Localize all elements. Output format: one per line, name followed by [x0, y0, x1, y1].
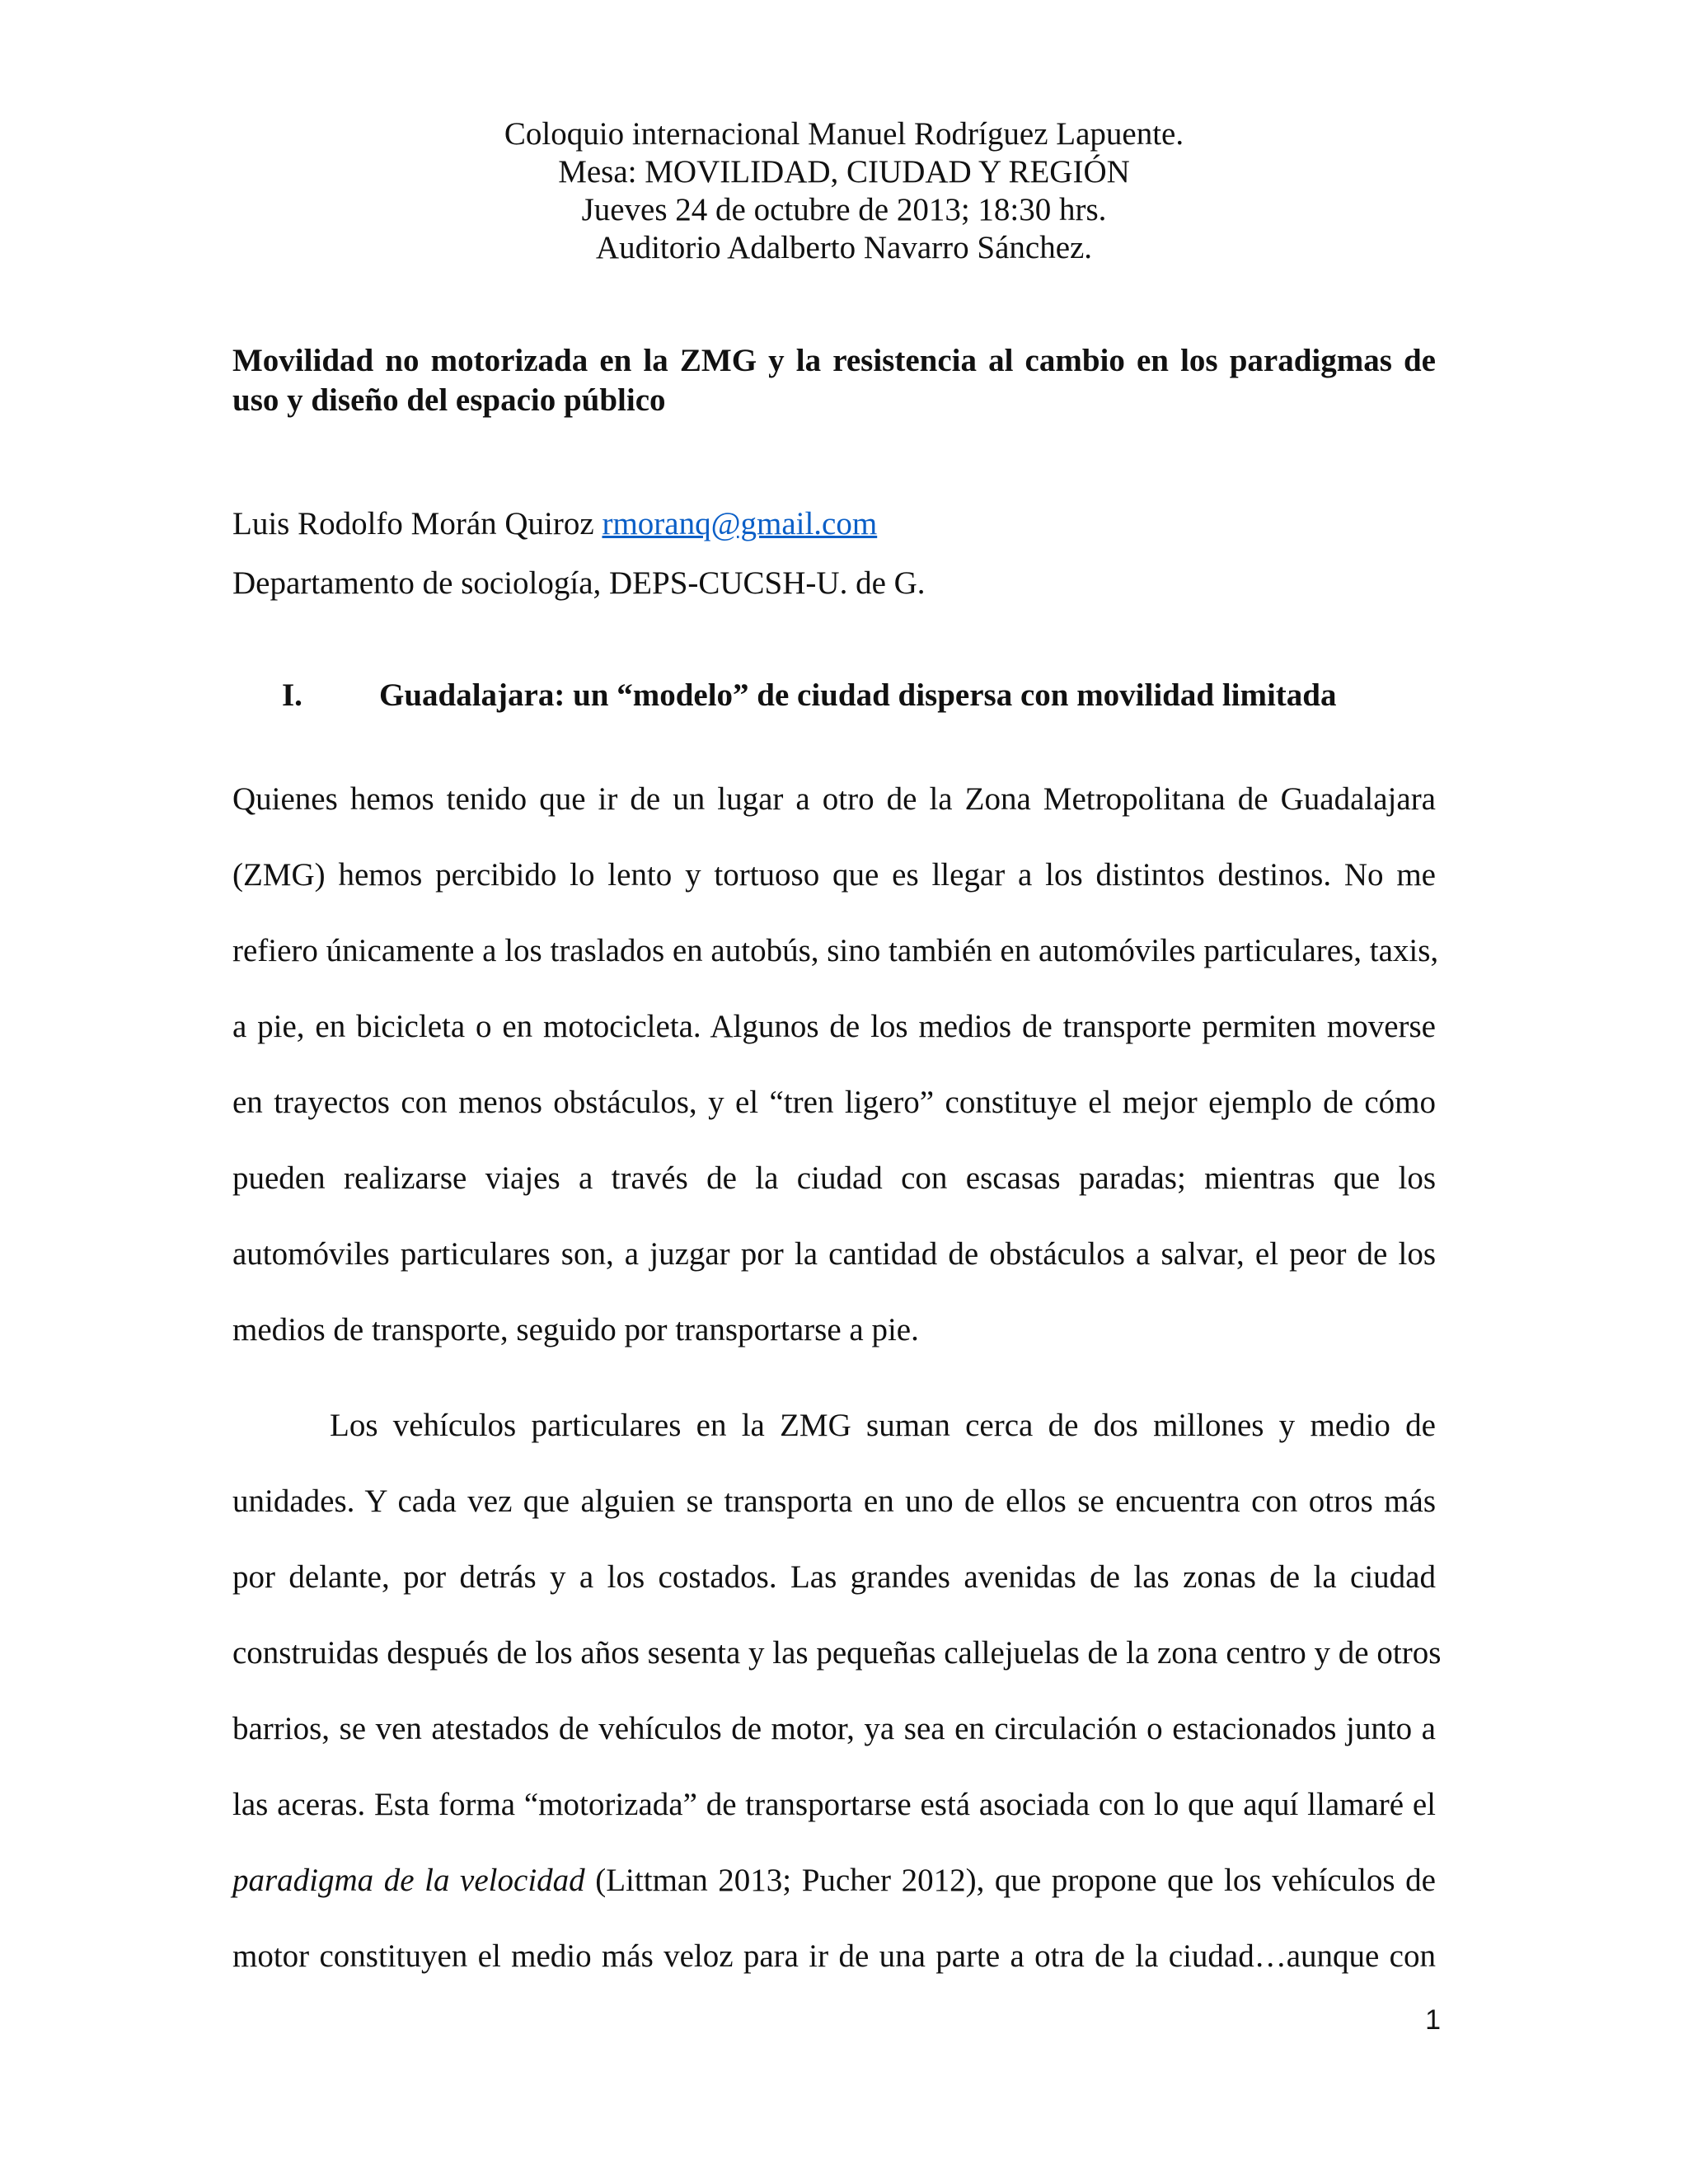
conference-header	[0, 115, 1688, 267]
paragraph-line: por delante, por detrás y a los costados. Las grandes avenidas de las zonas de la ciudad	[232, 1559, 1436, 1595]
paragraph-line: refiero únicamente a los traslados en autobús, sino también en automóviles particulares, taxis,	[232, 933, 1439, 968]
paragraph-line: construidas después de los años sesenta y las pequeñas callejuelas de la zona centro y de otros	[232, 1635, 1442, 1671]
paragraph-line: en trayectos con menos obstáculos, y el “tren ligero” constituye el mejor ejemplo de cómo	[232, 1085, 1436, 1120]
paragraph-line	[232, 1843, 1436, 1919]
page-number: 1	[1425, 2004, 1441, 2036]
paragraph-2	[232, 1388, 1442, 1994]
paragraph-line: Quienes hemos tenido que ir de un lugar a otro de la Zona Metropolitana de Guadalajara	[232, 781, 1436, 817]
paragraph-1	[232, 762, 1439, 1368]
paragraph-line: automóviles particulares son, a juzgar por la cantidad de obstáculos a salvar, el peor de los	[232, 1236, 1436, 1272]
header-line-4: Auditorio Adalberto Navarro Sánchez.	[595, 230, 1093, 265]
paragraph-line: las aceras. Esta forma “motorizada” de transportarse está asociada con lo que aquí llamaré el	[232, 1787, 1436, 1822]
author-block	[232, 494, 926, 613]
italic-term: paradigma de la velocidad	[232, 1863, 585, 1898]
paper-title: Movilidad no motorizada en la ZMG y la resistencia al cambio en los paradigmas de uso y diseño del espacio público	[232, 343, 1436, 418]
paragraph-line: pueden realizarse viajes a través de la ciudad con escasas paradas; mientras que los	[232, 1160, 1436, 1196]
paragraph-line-rest: (Littman 2013; Pucher 2012), que propone que los vehículos de	[584, 1863, 1436, 1898]
paragraph-line: (ZMG) hemos percibido lo lento y tortuoso que es llegar a los distintos destinos. No me	[232, 857, 1436, 893]
author-name: Luis Rodolfo Morán Quiroz	[232, 506, 594, 541]
paragraph-line: motor constituyen el medio más veloz para ir de una parte a otra de la ciudad…aunque con	[232, 1938, 1436, 1974]
author-email-link[interactable]: rmoranq@gmail.com	[602, 506, 878, 541]
author-line	[232, 494, 926, 554]
paragraph-line: barrios, se ven atestados de vehículos de motor, ya sea en circulación o estacionados junto a	[232, 1711, 1436, 1746]
paragraph-line: a pie, en bicicleta o en motocicleta. Algunos de los medios de transporte permiten moverse	[232, 1009, 1436, 1044]
section-title: Guadalajara: un “modelo” de ciudad dispersa con movilidad limitada	[379, 677, 1337, 713]
header-line-2: Mesa: MOVILIDAD, CIUDAD Y REGIÓN	[558, 154, 1130, 190]
paragraph-line: unidades. Y cada vez que alguien se transporta en uno de ellos se encuentra con otros más	[232, 1483, 1436, 1519]
header-line-1: Coloquio internacional Manuel Rodríguez Lapuente.	[504, 116, 1184, 152]
paragraph-line: Los vehículos particulares en la ZMG suman cerca de dos millones y medio de	[330, 1408, 1436, 1443]
section-heading	[232, 676, 1436, 715]
paragraph-line: medios de transporte, seguido por transportarse a pie.	[232, 1312, 919, 1347]
section-number: I.	[282, 677, 302, 713]
header-line-3: Jueves 24 de octubre de 2013; 18:30 hrs.	[581, 192, 1107, 227]
author-affiliation: Departamento de sociología, DEPS-CUCSH-U. de G.	[232, 565, 926, 601]
